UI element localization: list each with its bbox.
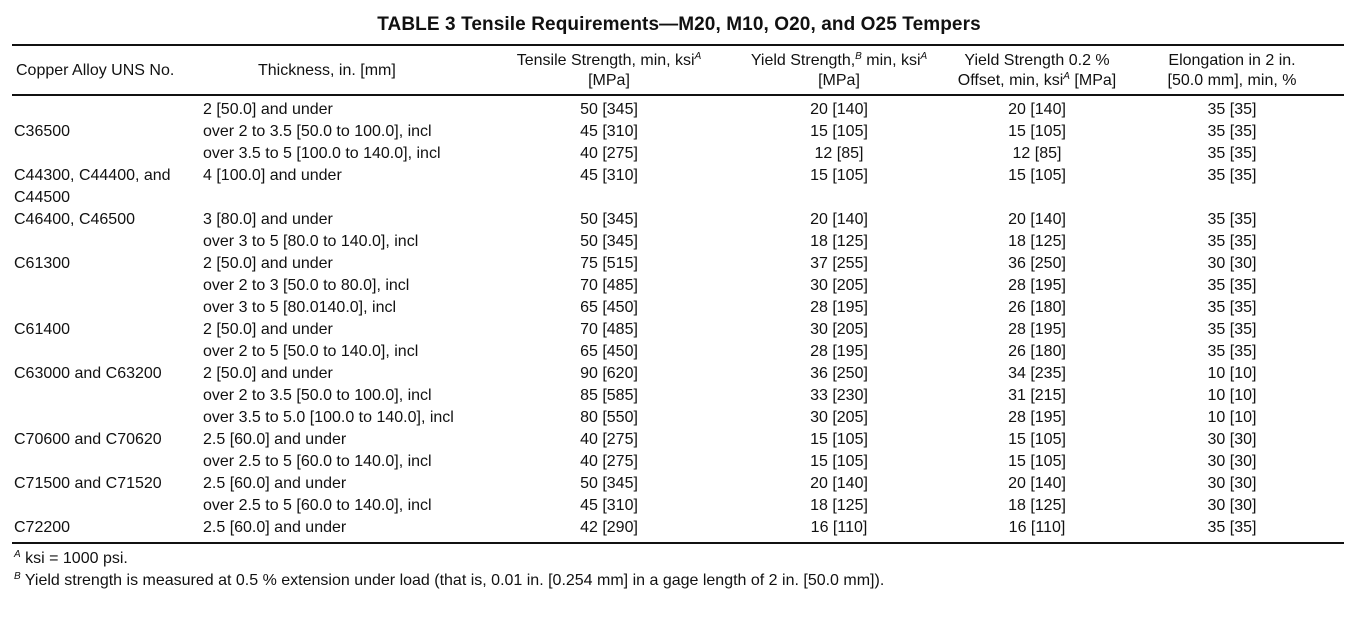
cell-thickness: over 2 to 3.5 [50.0 to 100.0], incl	[203, 123, 432, 140]
cell-alloy	[12, 341, 198, 363]
cell-elongation: 10 [10]	[1207, 387, 1257, 404]
cell-alloy: C61400	[14, 321, 71, 338]
cell-offset: 28 [195]	[1008, 321, 1066, 338]
cell-yield: 30 [205]	[810, 409, 868, 426]
cell-tensile: 45 [310]	[580, 167, 638, 184]
cell-alloy: C72200	[12, 517, 198, 543]
cell-elongation: 35 [35]	[1207, 233, 1257, 250]
cell-thickness: over 2.5 to 5 [60.0 to 140.0], incl	[203, 453, 432, 470]
table-row	[12, 473, 1344, 495]
footnote-text: Yield strength is measured at 0.5 % extension under load (that is, 0.01 in. [0.254 mm] in a gage length of 2 in. [50.0 mm]).	[20, 572, 885, 589]
cell-elongation: 30 [30]	[1207, 255, 1257, 272]
cell-alloy	[12, 143, 198, 165]
cell-offset: 16 [110]	[954, 517, 1120, 543]
cell-elongation: 10 [10]	[1207, 365, 1257, 382]
table-row	[12, 385, 1344, 407]
cell-yield: 20 [140]	[810, 101, 868, 118]
footnote-text: ksi = 1000 psi.	[20, 550, 128, 567]
cell-elongation: 35 [35]	[1207, 101, 1257, 118]
cell-alloy	[12, 451, 198, 473]
cell-offset: 20 [140]	[1008, 101, 1066, 118]
cell-yield: 18 [125]	[810, 497, 868, 514]
cell-thickness: 2 [50.0] and under	[203, 101, 333, 118]
cell-yield: 12 [85]	[814, 145, 864, 162]
footnote	[14, 570, 884, 592]
cell-offset: 28 [195]	[1008, 409, 1066, 426]
cell-yield: 15 [105]	[810, 123, 868, 140]
cell-elongation: 35 [35]	[1207, 321, 1257, 338]
cell-elongation: 35 [35]	[1207, 167, 1257, 184]
table-row	[12, 429, 1344, 451]
table-title: TABLE 3 Tensile Requirements—M20, M10, O20, and O25 Tempers	[377, 14, 981, 35]
cell-tensile: 70 [485]	[580, 321, 638, 338]
cell-alloy: C44300, C44400, and C44500	[14, 167, 171, 206]
cell-offset: 15 [105]	[1008, 167, 1066, 184]
tensile-requirements-table	[12, 44, 1344, 544]
cell-thickness: 4 [100.0] and under	[203, 167, 342, 184]
cell-yield: 36 [250]	[810, 365, 868, 382]
cell-thickness: over 2 to 3 [50.0 to 80.0], incl	[203, 277, 410, 294]
cell-thickness: 2 [50.0] and under	[203, 321, 333, 338]
cell-tensile: 45 [310]	[580, 123, 638, 140]
table-row	[12, 297, 1344, 319]
cell-thickness: over 2 to 3.5 [50.0 to 100.0], incl	[203, 387, 432, 404]
cell-offset: 34 [235]	[1008, 365, 1066, 382]
header-row	[12, 45, 1344, 95]
cell-tensile: 50 [345]	[580, 475, 638, 492]
cell-offset: 20 [140]	[1008, 475, 1066, 492]
col-header-offset: Yield Strength 0.2 % Offset, min, ksi$^A$ [MPa]	[954, 45, 1120, 95]
cell-yield: 15 [105]	[810, 453, 868, 470]
cell-offset: 15 [105]	[1008, 431, 1066, 448]
cell-thickness: over 3 to 5 [80.0 to 140.0], incl	[203, 233, 419, 250]
cell-yield: 28 [195]	[810, 299, 868, 316]
cell-tensile: 65 [450]	[580, 343, 638, 360]
cell-offset: 36 [250]	[1008, 255, 1066, 272]
table-row	[12, 407, 1344, 429]
cell-offset: 15 [105]	[1008, 123, 1066, 140]
cell-thickness: 2 [50.0] and under	[203, 365, 333, 382]
table-row	[12, 341, 1344, 363]
cell-elongation: 30 [30]	[1207, 453, 1257, 470]
col-header-elongation: Elongation in 2 in. [50.0 mm], min, %	[1120, 45, 1344, 95]
cell-alloy: C36500	[14, 123, 71, 140]
cell-alloy	[12, 231, 198, 253]
cell-offset: 26 [180]	[1008, 343, 1066, 360]
cell-thickness: 2.5 [60.0] and under	[203, 475, 347, 492]
cell-alloy	[12, 275, 198, 297]
table-row	[12, 451, 1344, 473]
cell-yield: 20 [140]	[810, 475, 868, 492]
cell-elongation: 35 [35]	[1207, 145, 1257, 162]
cell-offset: 15 [105]	[1008, 453, 1066, 470]
table-row	[12, 231, 1344, 253]
cell-elongation: 35 [35]	[1207, 211, 1257, 228]
cell-tensile: 40 [275]	[580, 145, 638, 162]
cell-tensile: 50 [345]	[580, 233, 638, 250]
cell-tensile: 85 [585]	[580, 387, 638, 404]
cell-yield: 30 [205]	[810, 321, 868, 338]
cell-thickness: over 3.5 to 5.0 [100.0 to 140.0], incl	[203, 409, 454, 426]
cell-yield: 28 [195]	[810, 343, 868, 360]
cell-thickness: 2.5 [60.0] and under	[198, 517, 494, 543]
cell-thickness: over 2 to 5 [50.0 to 140.0], incl	[203, 343, 419, 360]
cell-alloy	[12, 495, 198, 517]
cell-tensile: 70 [485]	[580, 277, 638, 294]
table-row	[12, 517, 1344, 543]
cell-yield: 37 [255]	[810, 255, 868, 272]
col-header-yield: Yield Strength,$^B$ min, ksi$^A$ [MPa]	[724, 45, 954, 95]
cell-thickness: 2.5 [60.0] and under	[203, 431, 347, 448]
table-row	[12, 363, 1344, 385]
cell-tensile: 80 [550]	[580, 409, 638, 426]
cell-alloy: C61300	[14, 255, 71, 272]
cell-tensile: 50 [345]	[580, 101, 638, 118]
cell-tensile: 40 [275]	[580, 453, 638, 470]
cell-alloy: C71500 and C71520	[14, 475, 162, 492]
cell-yield: 30 [205]	[810, 277, 868, 294]
cell-alloy	[12, 297, 198, 319]
cell-elongation: 35 [35]	[1207, 277, 1257, 294]
table-row	[12, 143, 1344, 165]
cell-tensile: 45 [310]	[580, 497, 638, 514]
cell-offset: 12 [85]	[1012, 145, 1062, 162]
footnote-mark: B	[14, 571, 21, 582]
cell-thickness: over 3.5 to 5 [100.0 to 140.0], incl	[203, 145, 441, 162]
table-row	[12, 209, 1344, 231]
cell-tensile: 42 [290]	[494, 517, 724, 543]
table-row	[12, 95, 1344, 121]
col-header-thickness: Thickness, in. [mm]	[198, 45, 494, 95]
cell-thickness: 2 [50.0] and under	[203, 255, 333, 272]
cell-tensile: 50 [345]	[580, 211, 638, 228]
cell-elongation: 10 [10]	[1207, 409, 1257, 426]
cell-yield: 15 [105]	[810, 431, 868, 448]
cell-tensile: 65 [450]	[580, 299, 638, 316]
footnote-mark: A	[14, 549, 21, 560]
table-row	[12, 319, 1344, 341]
cell-alloy: C46400, C46500	[14, 211, 135, 228]
cell-elongation: 35 [35]	[1207, 299, 1257, 316]
cell-alloy	[12, 407, 198, 429]
cell-offset: 31 [215]	[1008, 387, 1066, 404]
cell-yield: 18 [125]	[810, 233, 868, 250]
cell-elongation: 35 [35]	[1207, 343, 1257, 360]
col-header-tensile: Tensile Strength, min, ksi$^A$ [MPa]	[494, 45, 724, 95]
cell-tensile: 75 [515]	[580, 255, 638, 272]
cell-yield: 33 [230]	[810, 387, 868, 404]
cell-elongation: 35 [35]	[1120, 517, 1344, 543]
cell-alloy	[12, 385, 198, 407]
footnotes	[14, 548, 884, 592]
cell-offset: 18 [125]	[1008, 233, 1066, 250]
cell-thickness: over 2.5 to 5 [60.0 to 140.0], incl	[203, 497, 432, 514]
table-row	[12, 121, 1344, 143]
cell-alloy	[12, 95, 198, 121]
col-header-alloy: Copper Alloy UNS No.	[12, 45, 198, 95]
cell-tensile: 40 [275]	[580, 431, 638, 448]
table-row	[12, 275, 1344, 297]
cell-yield: 16 [110]	[724, 517, 954, 543]
cell-elongation: 30 [30]	[1207, 497, 1257, 514]
cell-alloy: C63000 and C63200	[14, 365, 162, 382]
table-row	[12, 165, 1344, 209]
cell-yield: 20 [140]	[810, 211, 868, 228]
cell-offset: 28 [195]	[1008, 277, 1066, 294]
cell-offset: 18 [125]	[1008, 497, 1066, 514]
footnote	[14, 548, 884, 570]
cell-tensile: 90 [620]	[580, 365, 638, 382]
cell-yield: 15 [105]	[810, 167, 868, 184]
cell-thickness: over 3 to 5 [80.0140.0], incl	[203, 299, 397, 316]
table-row	[12, 253, 1344, 275]
cell-offset: 20 [140]	[1008, 211, 1066, 228]
cell-offset: 26 [180]	[1008, 299, 1066, 316]
cell-elongation: 35 [35]	[1207, 123, 1257, 140]
cell-thickness: 3 [80.0] and under	[203, 211, 333, 228]
cell-alloy: C70600 and C70620	[14, 431, 162, 448]
cell-elongation: 30 [30]	[1207, 431, 1257, 448]
cell-elongation: 30 [30]	[1207, 475, 1257, 492]
table-row	[12, 495, 1344, 517]
